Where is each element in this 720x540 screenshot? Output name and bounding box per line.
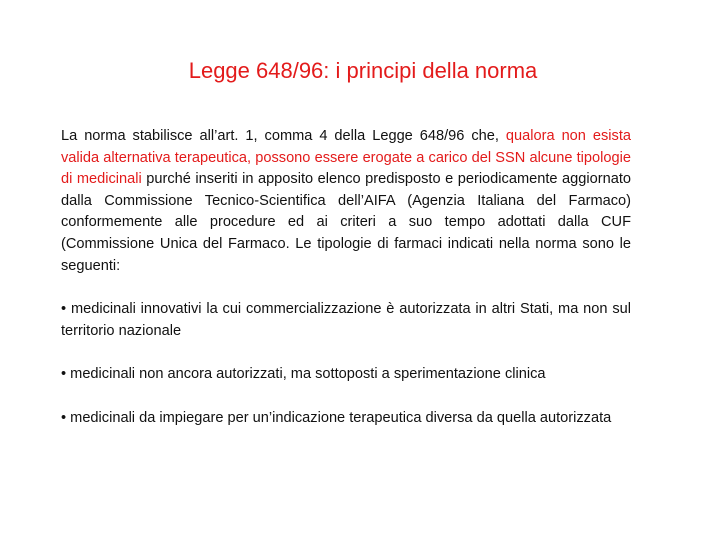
slide-body	[61, 126, 631, 430]
intro-text-start: La norma stabilisce all’art. 1, comma 4 della Legge 648/96 che,	[61, 128, 506, 144]
bullet-item-innovative: • medicinali innovativi la cui commercializzazione è autorizzata in altri Stati, ma non sul territorio nazionale	[61, 301, 631, 339]
intro-text-end: purché inseriti in apposito elenco predisposto e periodicamente aggiornato dalla Commissione Tecnico-Scientifica dell’AIFA (Agenzia Italiana del Farmaco) conformemente alle procedure ed ai criteri a suo tempo adottati dalla CUF (Commissione Unica del Farmaco. Le tipologie di farmaci indicati nella norma sono le seguenti:	[61, 171, 631, 274]
bullet-item-experimental: • medicinali non ancora autorizzati, ma sottoposti a sperimentazione clinica	[61, 366, 546, 383]
bullet-item-off-label: • medicinali da impiegare per un’indicazione terapeutica diversa da quella autorizzata	[61, 409, 612, 426]
intro-paragraph	[61, 126, 631, 277]
slide-title: Legge 648/96: i principi della norma	[188, 58, 538, 83]
intro-highlight: qualora non esista valida alternativa terapeutica, possono essere erogate a carico del SSN alcune tipologie di medicinali	[61, 128, 632, 188]
